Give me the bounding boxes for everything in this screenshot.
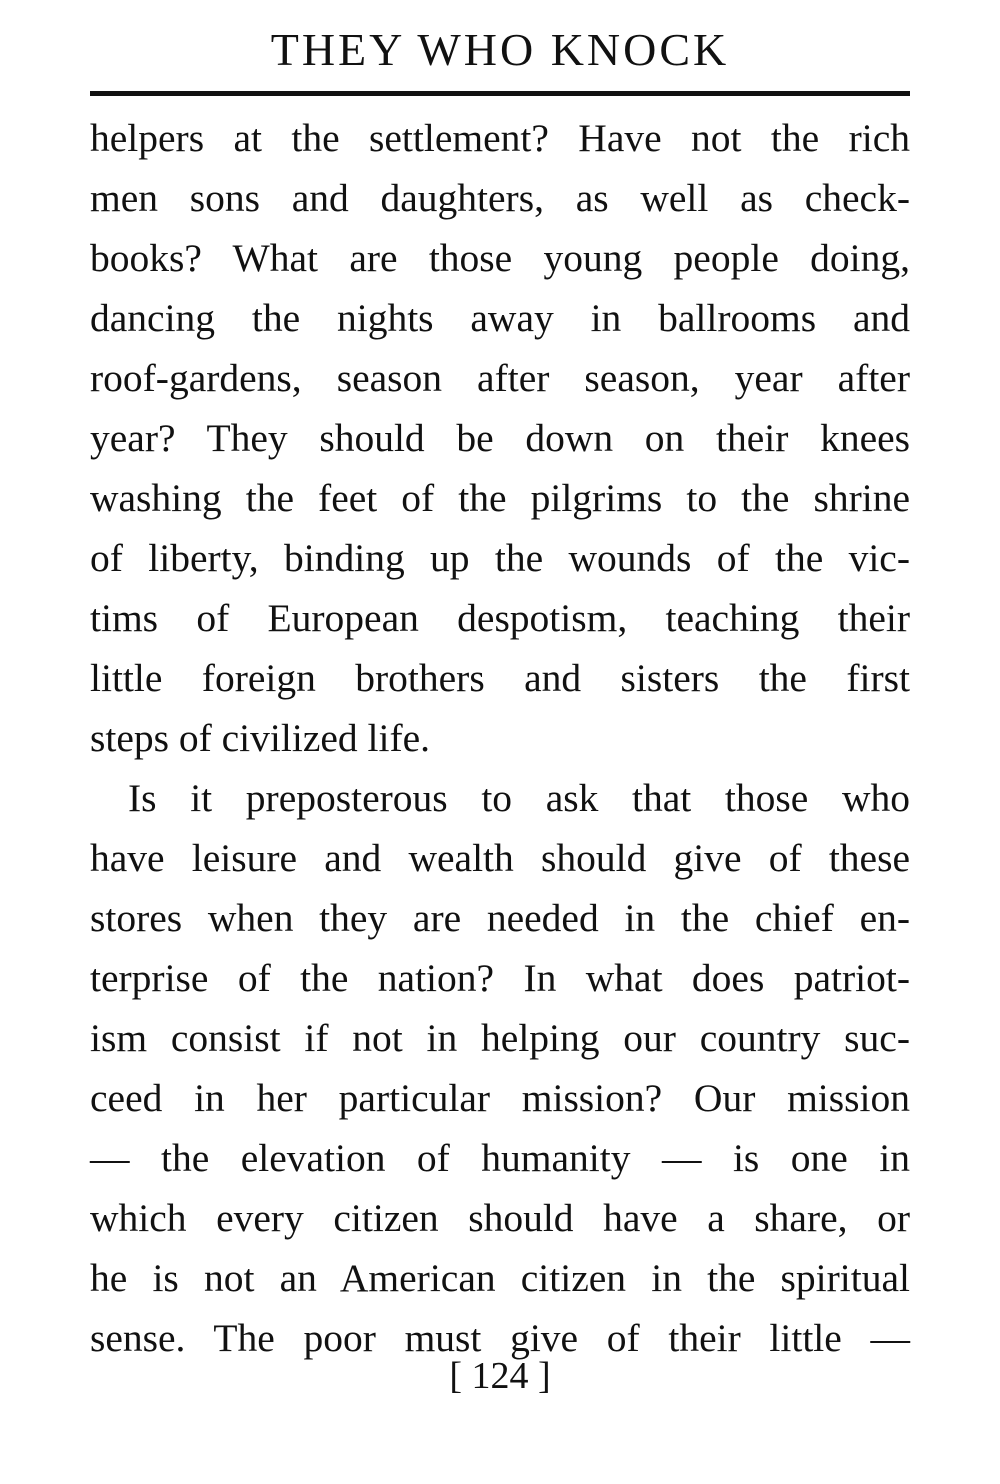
text-line: helpers at the settlement? Have not the rich [90,116,910,160]
paragraph-2 [90,768,910,1368]
text-line: sense. The poor must give of their little — [90,1316,910,1360]
text-line: — the elevation of humanity — is one in [90,1136,910,1180]
text-line: dancing the nights away in ballrooms and [90,296,910,340]
text-line: have leisure and wealth should give of these [90,836,910,880]
text-line: Is it preposterous to ask that those who [128,776,910,820]
text-line: year? They should be down on their knees [90,416,910,460]
text-line: men sons and daughters, as well as check- [90,176,910,220]
paragraph-1 [90,108,910,768]
text-line: roof-gardens, season after season, year after [90,356,910,400]
text-line: he is not an American citizen in the spiritual [90,1256,910,1300]
text-line: steps of civilized life. [90,716,431,760]
page-number: [ 124 ] [449,1355,551,1397]
text-line: which every citizen should have a share, or [90,1196,910,1240]
text-line: ism consist if not in helping our country suc- [90,1016,910,1060]
body-text [90,108,910,1368]
text-line: tims of European despotism, teaching their [90,596,910,640]
text-line: of liberty, binding up the wounds of the vic- [90,536,910,580]
text-line: stores when they are needed in the chief en- [90,896,910,940]
text-line: books? What are those young people doing, [90,236,910,280]
text-line: ceed in her particular mission? Our mission [90,1076,910,1120]
text-line: washing the feet of the pilgrims to the shrine [90,476,910,520]
running-title: THEY WHO KNOCK [270,24,730,75]
text-line: little foreign brothers and sisters the first [90,656,910,700]
header-rule [90,91,910,96]
text-line: terprise of the nation? In what does patriot- [90,956,910,1000]
